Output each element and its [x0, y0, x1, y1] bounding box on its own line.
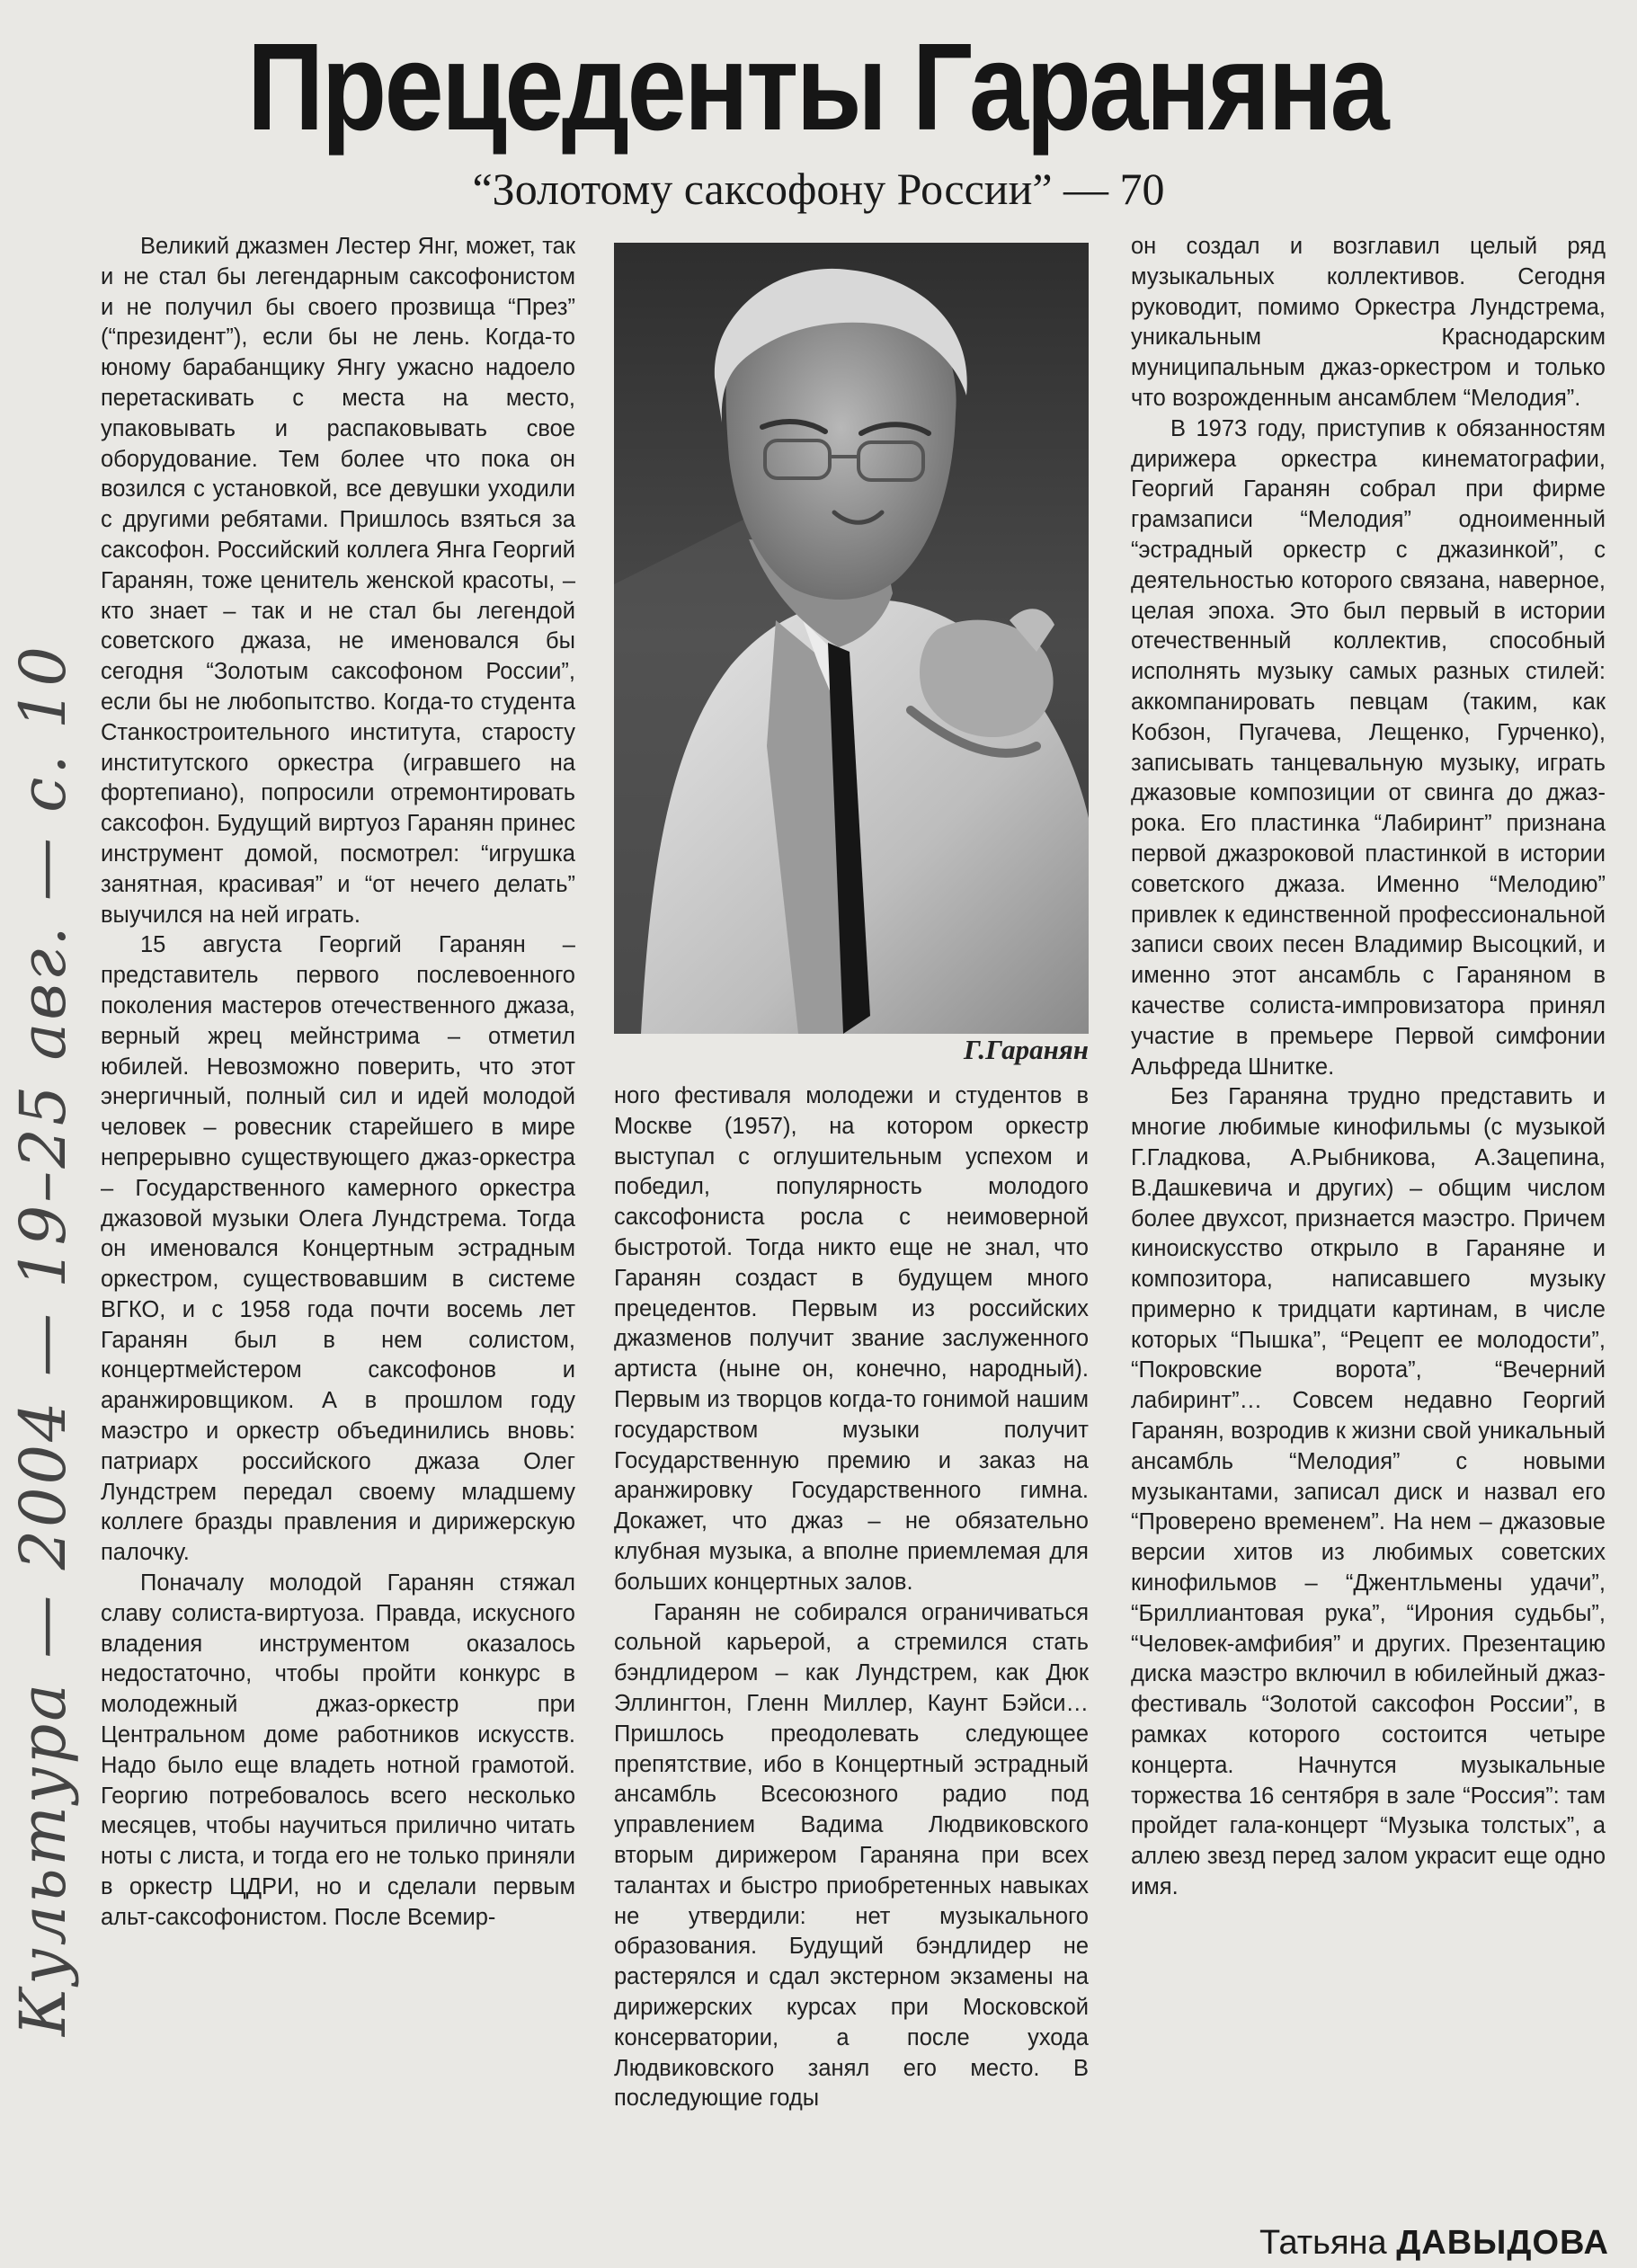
- portrait-photo: [614, 243, 1089, 1034]
- author-last-name: ДАВЫДОВА: [1396, 2224, 1609, 2262]
- article-paragraph: ного фестиваля молодежи и студентов в Москве (1957), на котором оркестр выступал с оглушительным успехом и победил, популярность молодого саксофониста росла с неимоверной быстротой. Тогда никто еще не знал, что Гаранян создаст в будущем много прецедентов. Первым из российских джазменов получит звание заслуженного артиста (ныне он, конечно, народный). Первым из творцов когда-то гонимой нашим государством музыки получит Государственную премию и заказ на аранжировку Государственного гимна. Докажет, что джаз – не обязательно клубная музыка, а вполне приемлемая для больших концертных залов.: [614, 1083, 1089, 1595]
- article-paragraph: В 1973 году, приступив к обязанностям дирижера оркестра кинематографии, Георгий Гаранян собрал при фирме грамзаписи “Мелодия” одноименный “эстрадный оркестр с джазинкой”, с деятельностью которого связана, наверное, целая эпоха. Это был первый в истории отечественный коллектив, способный исполнять музыку самых разных стилей: аккомпанировать певцам (таким, как Кобзон, Пугачева, Лещенко, Гурченко), записывать танцевальную музыку, играть джазовые композиции от свинга до джаз-рока. Его пластинка “Лабиринт” признана первой джазроковой пластинкой в истории советского джаза. Именно “Мелодию” привлек к единственной профессиональной записи своих песен Владимир Высоцкий, и именно этот ансамбль с Гараняном в качестве солиста-импровизатора принял участие в премьере Первой симфонии Альфреда Шнитке.: [1131, 415, 1606, 1080]
- article-paragraph: Поначалу молодой Гаранян стяжал славу солиста-виртуоза. Правда, искусного владения инструментом оказалось недостаточно, чтобы пройти конкурс в молодежный джаз-оркестр при Центральном доме работников искусств. Надо было еще владеть нотной грамотой. Георгию потребовалось всего несколько месяцев, чтобы научиться прилично читать ноты с листа, и тогда его не только приняли в оркестр ЦДРИ, но и сделали первым альт-саксофонистом. После Всемир-: [101, 1570, 575, 1930]
- photo-caption: Г.Гаранян: [964, 1034, 1089, 1065]
- article-column-2: [614, 1081, 1089, 2114]
- portrait-photo-illustration: [614, 243, 1089, 1034]
- article-paragraph: Без Гараняна трудно представить и многие любимые кинофильмы (с музыкой Г.Гладкова, А.Рыбникова, А.Зацепина, В.Дашкевича и других) – общим числом более двухсот, признается маэстро. Причем киноискусство открыло в Гараняне и композитора, написавшего музыку примерно к тридцати картинам, в числе которых “Пышка”, “Рецепт ее молодости”, “Покровские ворота”, “Вечерний лабиринт”… Совсем недавно Георгий Гаранян, возродив к жизни свой уникальный ансамбль “Мелодия” с новыми музыкантами, записал диск и назвал его “Проверено временем”. На нем – джазовые версии хитов из любимых советских кинофильмов – “Джентльмены удачи”, “Бриллиантовая рука”, “Ирония судьбы”, “Человек-амфибия” и других. Презентацию диска маэстро включил в юбилейный джаз-фестиваль “Золотой саксофон России”, в рамках которого состоится четыре концерта. Начнутся музыкальные торжества 16 сентября в зале “Россия”: там пройдет гала-концерт “Музыка толстых”, а аллею звезд перед залом украсит еще одно имя.: [1131, 1084, 1606, 1900]
- article-paragraph: Великий джазмен Лестер Янг, может, так и не стал бы легендарным саксофонистом и не получил бы своего прозвища “През” (“президент”), если бы не лень. Когда-то юному барабанщику Янгу ужасно надоело перетаскивать с места на место, упаковывать и распаковывать свое оборудование. Тем более что пока он возился с установкой, все девушки уходили с другими ребятами. Пришлось взяться за саксофон. Российский коллега Янга Георгий Гаранян, тоже ценитель женской красоты, – кто знает – так и не стал бы легендой советского джаза, не именовался бы сегодня “Золотым саксофоном России”, если бы не любопытство. Когда-то студента Станкостроительного института, старосту институтского оркестра (игравшего на фортепиано), попросили отремонтировать саксофон. Будущий виртуоз Гаранян принес инструмент домой, посмотрел: “игрушка занятная, красивая” и “от нечего делать” выучился на ней играть.: [101, 234, 575, 928]
- subtitle: “Золотому саксофону России” — 70: [472, 164, 1165, 214]
- handwritten-note: Культура — 2004 — 19–25 авг. — с. 10: [6, 644, 80, 2036]
- article-column-1: [101, 232, 575, 1934]
- headline: Прецеденты Гараняна: [246, 18, 1388, 156]
- article-paragraph: он создал и возглавил целый ряд музыкальных коллективов. Сегодня руководит, помимо Оркестра Лундстрема, уникальным Краснодарским муниципальным джаз-оркестром и только что возрожденным ансамблем “Мелодия”.: [1131, 234, 1606, 411]
- author-first-name: Татьяна: [1259, 2224, 1387, 2262]
- article-paragraph: 15 августа Георгий Гаранян – представитель первого послевоенного поколения мастеров отечественного джаза, верный жрец мейнстрима – отметил юбилей. Невозможно поверить, что этот энергичный, полный сил и идей молодой человек – ровесник старейшего в мире непрерывно существующего джаз-оркестра – Государственного камерного оркестра джазовой музыки Олега Лундстрема. Тогда он именовался Концертным эстрадным оркестром, существовавшим в системе ВГКО, и с 1958 года почти восемь лет Гаранян был в нем солистом, концертмейстером саксофонов и аранжировщиком. А в прошлом году маэстро и оркестр объединились вновь: патриарх российского джаза Олег Лундстрем передал своему младшему коллеге бразды правления и дирижерскую палочку.: [101, 932, 575, 1566]
- article-paragraph: Гаранян не собирался ограничиваться сольной карьерой, а стремился стать бэндлидером – как Лундстрем, как Дюк Эллингтон, Гленн Миллер, Каунт Бэйси… Пришлось преодолевать следующее препятствие, ибо в Концертный эстрадный ансамбль Всесоюзного радио под управлением Вадима Людвиковского вторым дирижером Гараняна при всех талантах и быстро приобретенных навыках не утвердили: нет музыкального образования. Будущий бэндлидер не растерялся и сдал экстерном экзамены на дирижерских курсах при Московской консерватории, а после ухода Людвиковского занял его место. В последующие годы: [614, 1599, 1089, 2112]
- article-column-3: [1131, 232, 1606, 1903]
- byline: [1241, 2223, 1609, 2263]
